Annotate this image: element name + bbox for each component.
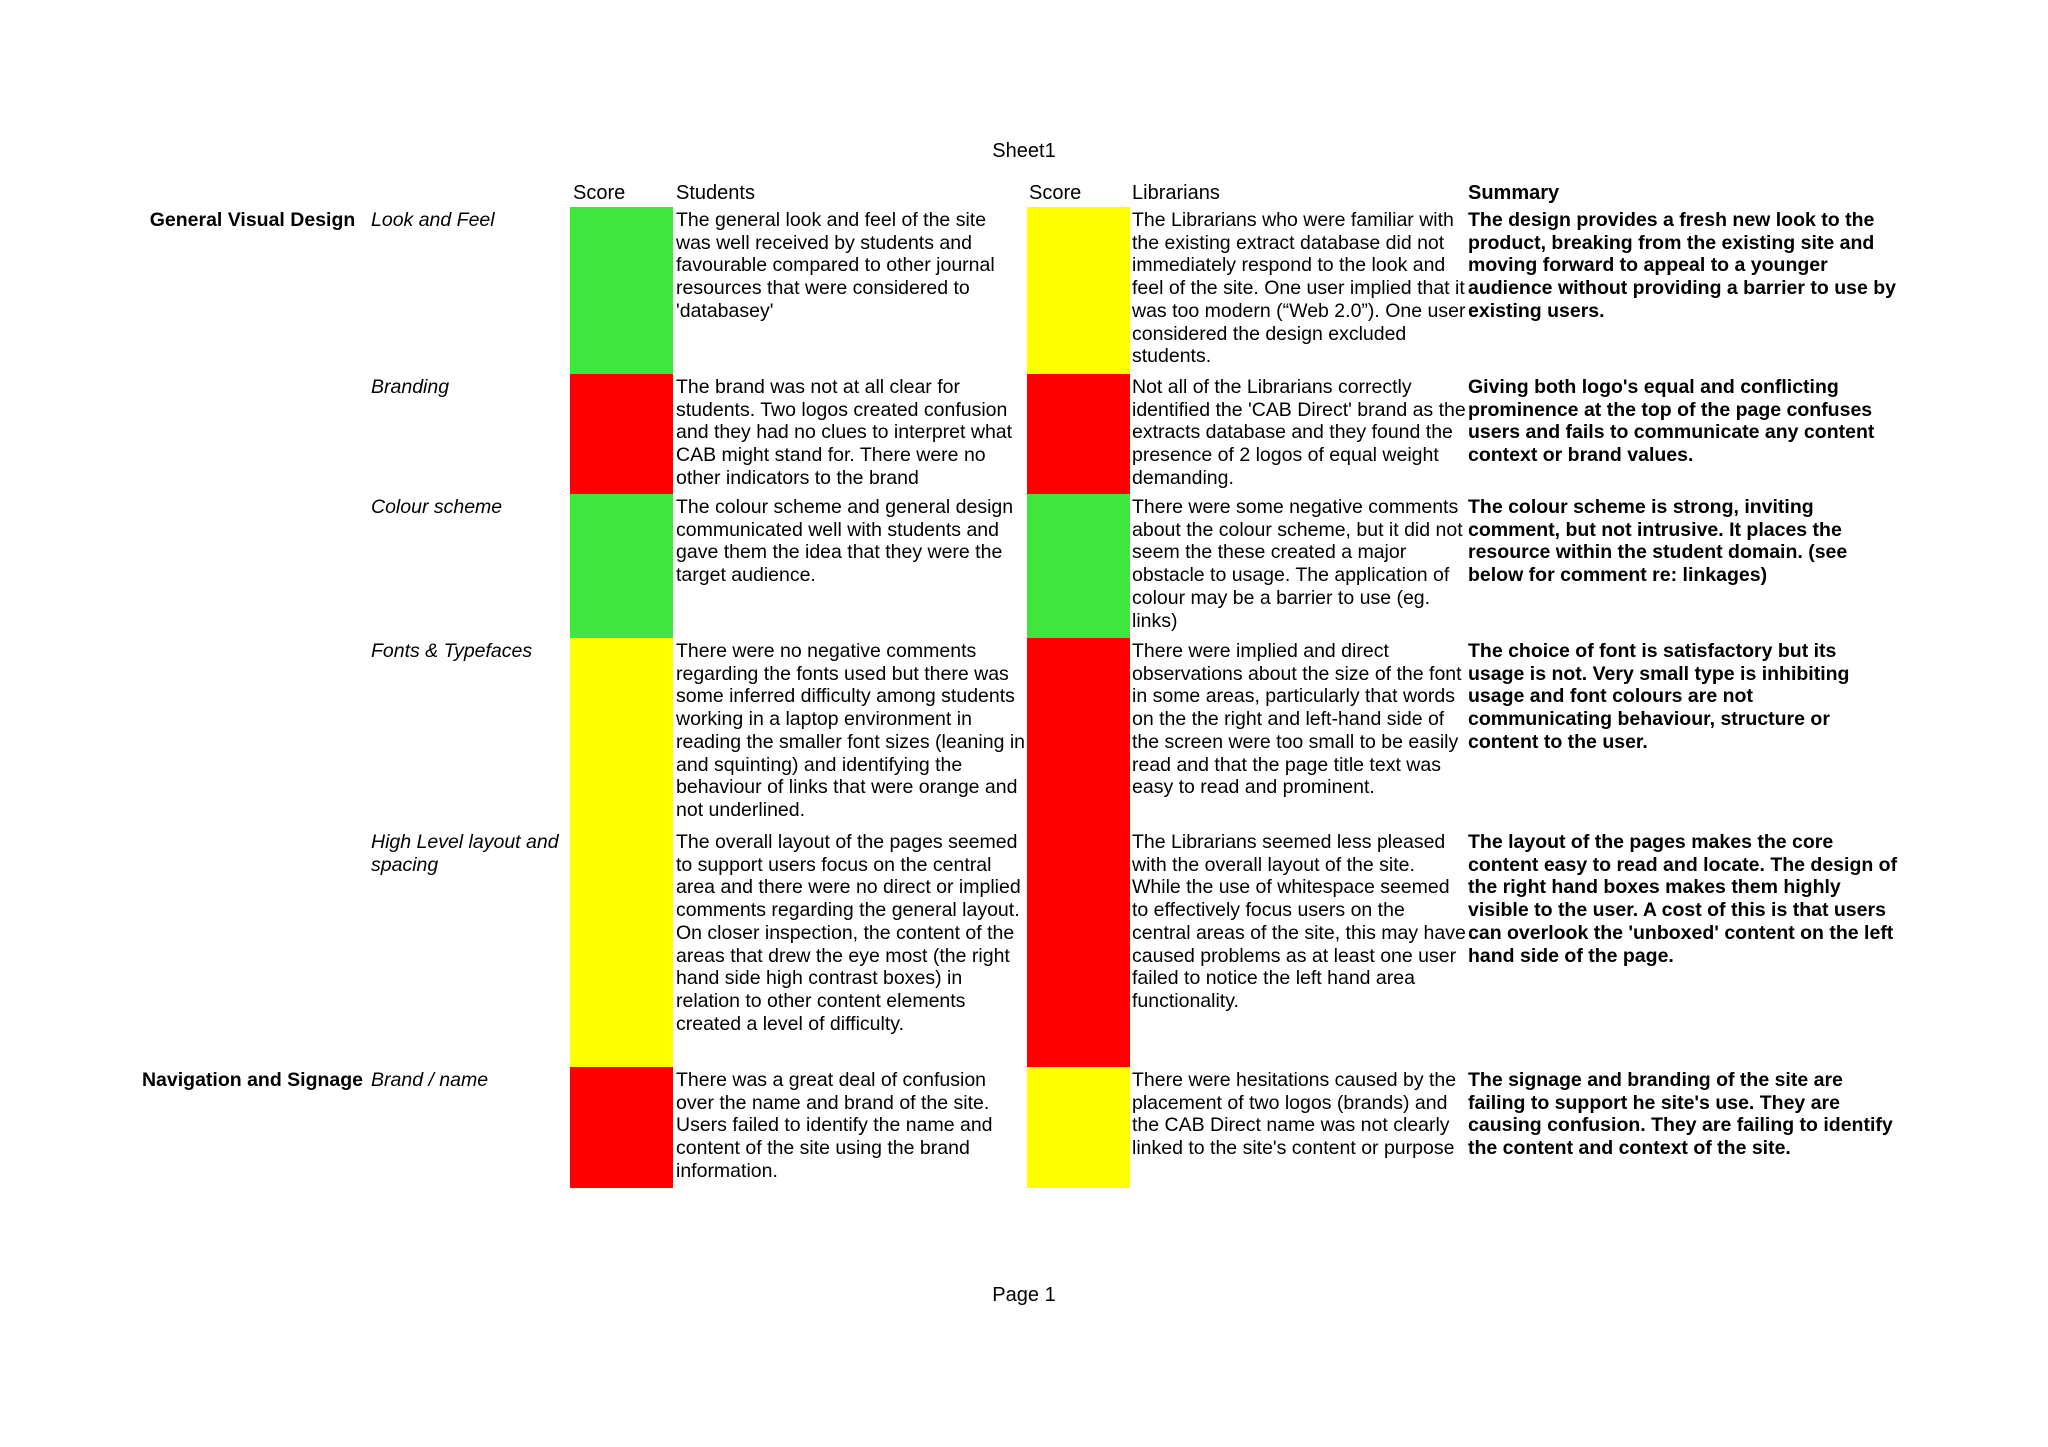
subcategory-label: Fonts & Typefaces: [371, 640, 533, 662]
students-comment: The general look and feel of the site was well received by students and favourable compared to other journal resources that were considered to 'databasey': [676, 209, 995, 322]
librarian-score-cell: [1027, 1067, 1130, 1188]
librarian-score-cell: [1027, 494, 1130, 638]
librarians-comment: The Librarians who were familiar with the existing extract database did not immediately respond to the look and feel of the site. One user implied that it was too modern (“Web 2.0”). One user considered the design excluded students.: [1132, 209, 1466, 368]
header-score-librarians: Score: [1029, 182, 1082, 204]
student-score-cell: [570, 207, 673, 374]
table-row: [0, 374, 2048, 494]
students-comment: The brand was not at all clear for students. Two logos created confusion and they had no clues to interpret what CAB might stand for. There were no other indicators to the brand: [676, 376, 1013, 489]
students-comment: There was a great deal of confusion over the name and brand of the site. Users failed to identify the name and content of the site using the brand information.: [676, 1069, 993, 1182]
student-score-cell: [570, 638, 673, 829]
librarian-score-cell: [1027, 829, 1130, 1067]
student-score-cell: [570, 1067, 673, 1188]
librarians-comment: There were hesitations caused by the placement of two logos (brands) and the CAB Direct name was not clearly linked to the site's content or purpose: [1132, 1069, 1457, 1160]
librarian-score-cell: [1027, 374, 1130, 494]
subcategory-label: Colour scheme: [371, 496, 503, 518]
librarians-comment: Not all of the Librarians correctly identified the 'CAB Direct' brand as the extracts database and they found the presence of 2 logos of equal weight demanding.: [1132, 376, 1466, 489]
student-score-cell: [570, 374, 673, 494]
librarians-comment: There were implied and direct observations about the size of the font in some areas, particularly that words on the the right and left-hand side of the screen were too small to be easily read and that the page title text was easy to read and prominent.: [1132, 640, 1462, 799]
students-comment: The overall layout of the pages seemed to support users focus on the central area and there were no direct or implied comments regarding the general layout. On closer inspection, the content of the areas that drew the eye most (the right hand side high contrast boxes) in relation to other content elements created a level of difficulty.: [676, 831, 1021, 1035]
librarians-comment: There were some negative comments about the colour scheme, but it did not seem the these created a major obstacle to usage. The application of colour may be a barrier to use (eg. links): [1132, 496, 1463, 632]
subcategory-label: Branding: [371, 376, 450, 398]
summary-text: Giving both logo's equal and conflicting prominence at the top of the page confuses users and fails to communicate any content context or brand values.: [1468, 376, 1875, 467]
sheet-title: Sheet1: [992, 140, 1056, 162]
table-row: [0, 638, 2048, 829]
header-librarians: Librarians: [1132, 182, 1220, 204]
summary-text: The colour scheme is strong, inviting comment, but not intrusive. It places the resource within the student domain. (see below for comment re: linkages): [1468, 496, 1848, 587]
table-row: [0, 829, 2048, 1067]
table-row: [0, 1067, 2048, 1188]
category-label: Navigation and Signage: [141, 1069, 364, 1091]
students-comment: There were no negative comments regarding the fonts used but there was some inferred difficulty among students working in a laptop environment in reading the smaller font sizes (leaning in and squinting) and identifying the behaviour of links that were orange and not underlined.: [676, 640, 1026, 821]
subcategory-label: Brand / name: [371, 1069, 489, 1091]
summary-text: The choice of font is satisfactory but its usage is not. Very small type is inhibiting usage and font colours are not communicating behaviour, structure or content to the user.: [1468, 640, 1850, 753]
students-comment: The colour scheme and general design communicated well with students and gave them the idea that they were the target audience.: [676, 496, 1014, 587]
header-students: Students: [676, 182, 755, 204]
table-header-row: [0, 181, 2048, 205]
librarians-comment: The Librarians seemed less pleased with the overall layout of the site. While the use of whitespace seemed to effectively focus users on the central areas of the site, this may have caused problems as at least one user failed to notice the left hand area functionality.: [1132, 831, 1466, 1012]
summary-text: The layout of the pages makes the core content easy to read and locate. The design of the right hand boxes makes them highly visible to the user. A cost of this is that users can overlook the 'unboxed' content on the left hand side of the page.: [1468, 831, 1898, 967]
subcategory-label: Look and Feel: [371, 209, 495, 231]
table-row: [0, 207, 2048, 374]
header-score-students: Score: [573, 182, 626, 204]
page-number: Page 1: [992, 1284, 1056, 1306]
librarian-score-cell: [1027, 638, 1130, 829]
category-label: General Visual Design: [149, 209, 356, 231]
student-score-cell: [570, 494, 673, 638]
header-summary: Summary: [1468, 182, 1560, 204]
subcategory-label: High Level layout and spacing: [371, 831, 559, 876]
student-score-cell: [570, 829, 673, 1067]
table-row: [0, 494, 2048, 638]
librarian-score-cell: [1027, 207, 1130, 374]
summary-text: The signage and branding of the site are failing to support he site's use. They are causing confusion. They are failing to identify the content and context of the site.: [1468, 1069, 1893, 1160]
summary-text: The design provides a fresh new look to the product, breaking from the existing site and moving forward to appeal to a younger audience without providing a barrier to use by existing users.: [1468, 209, 1896, 322]
